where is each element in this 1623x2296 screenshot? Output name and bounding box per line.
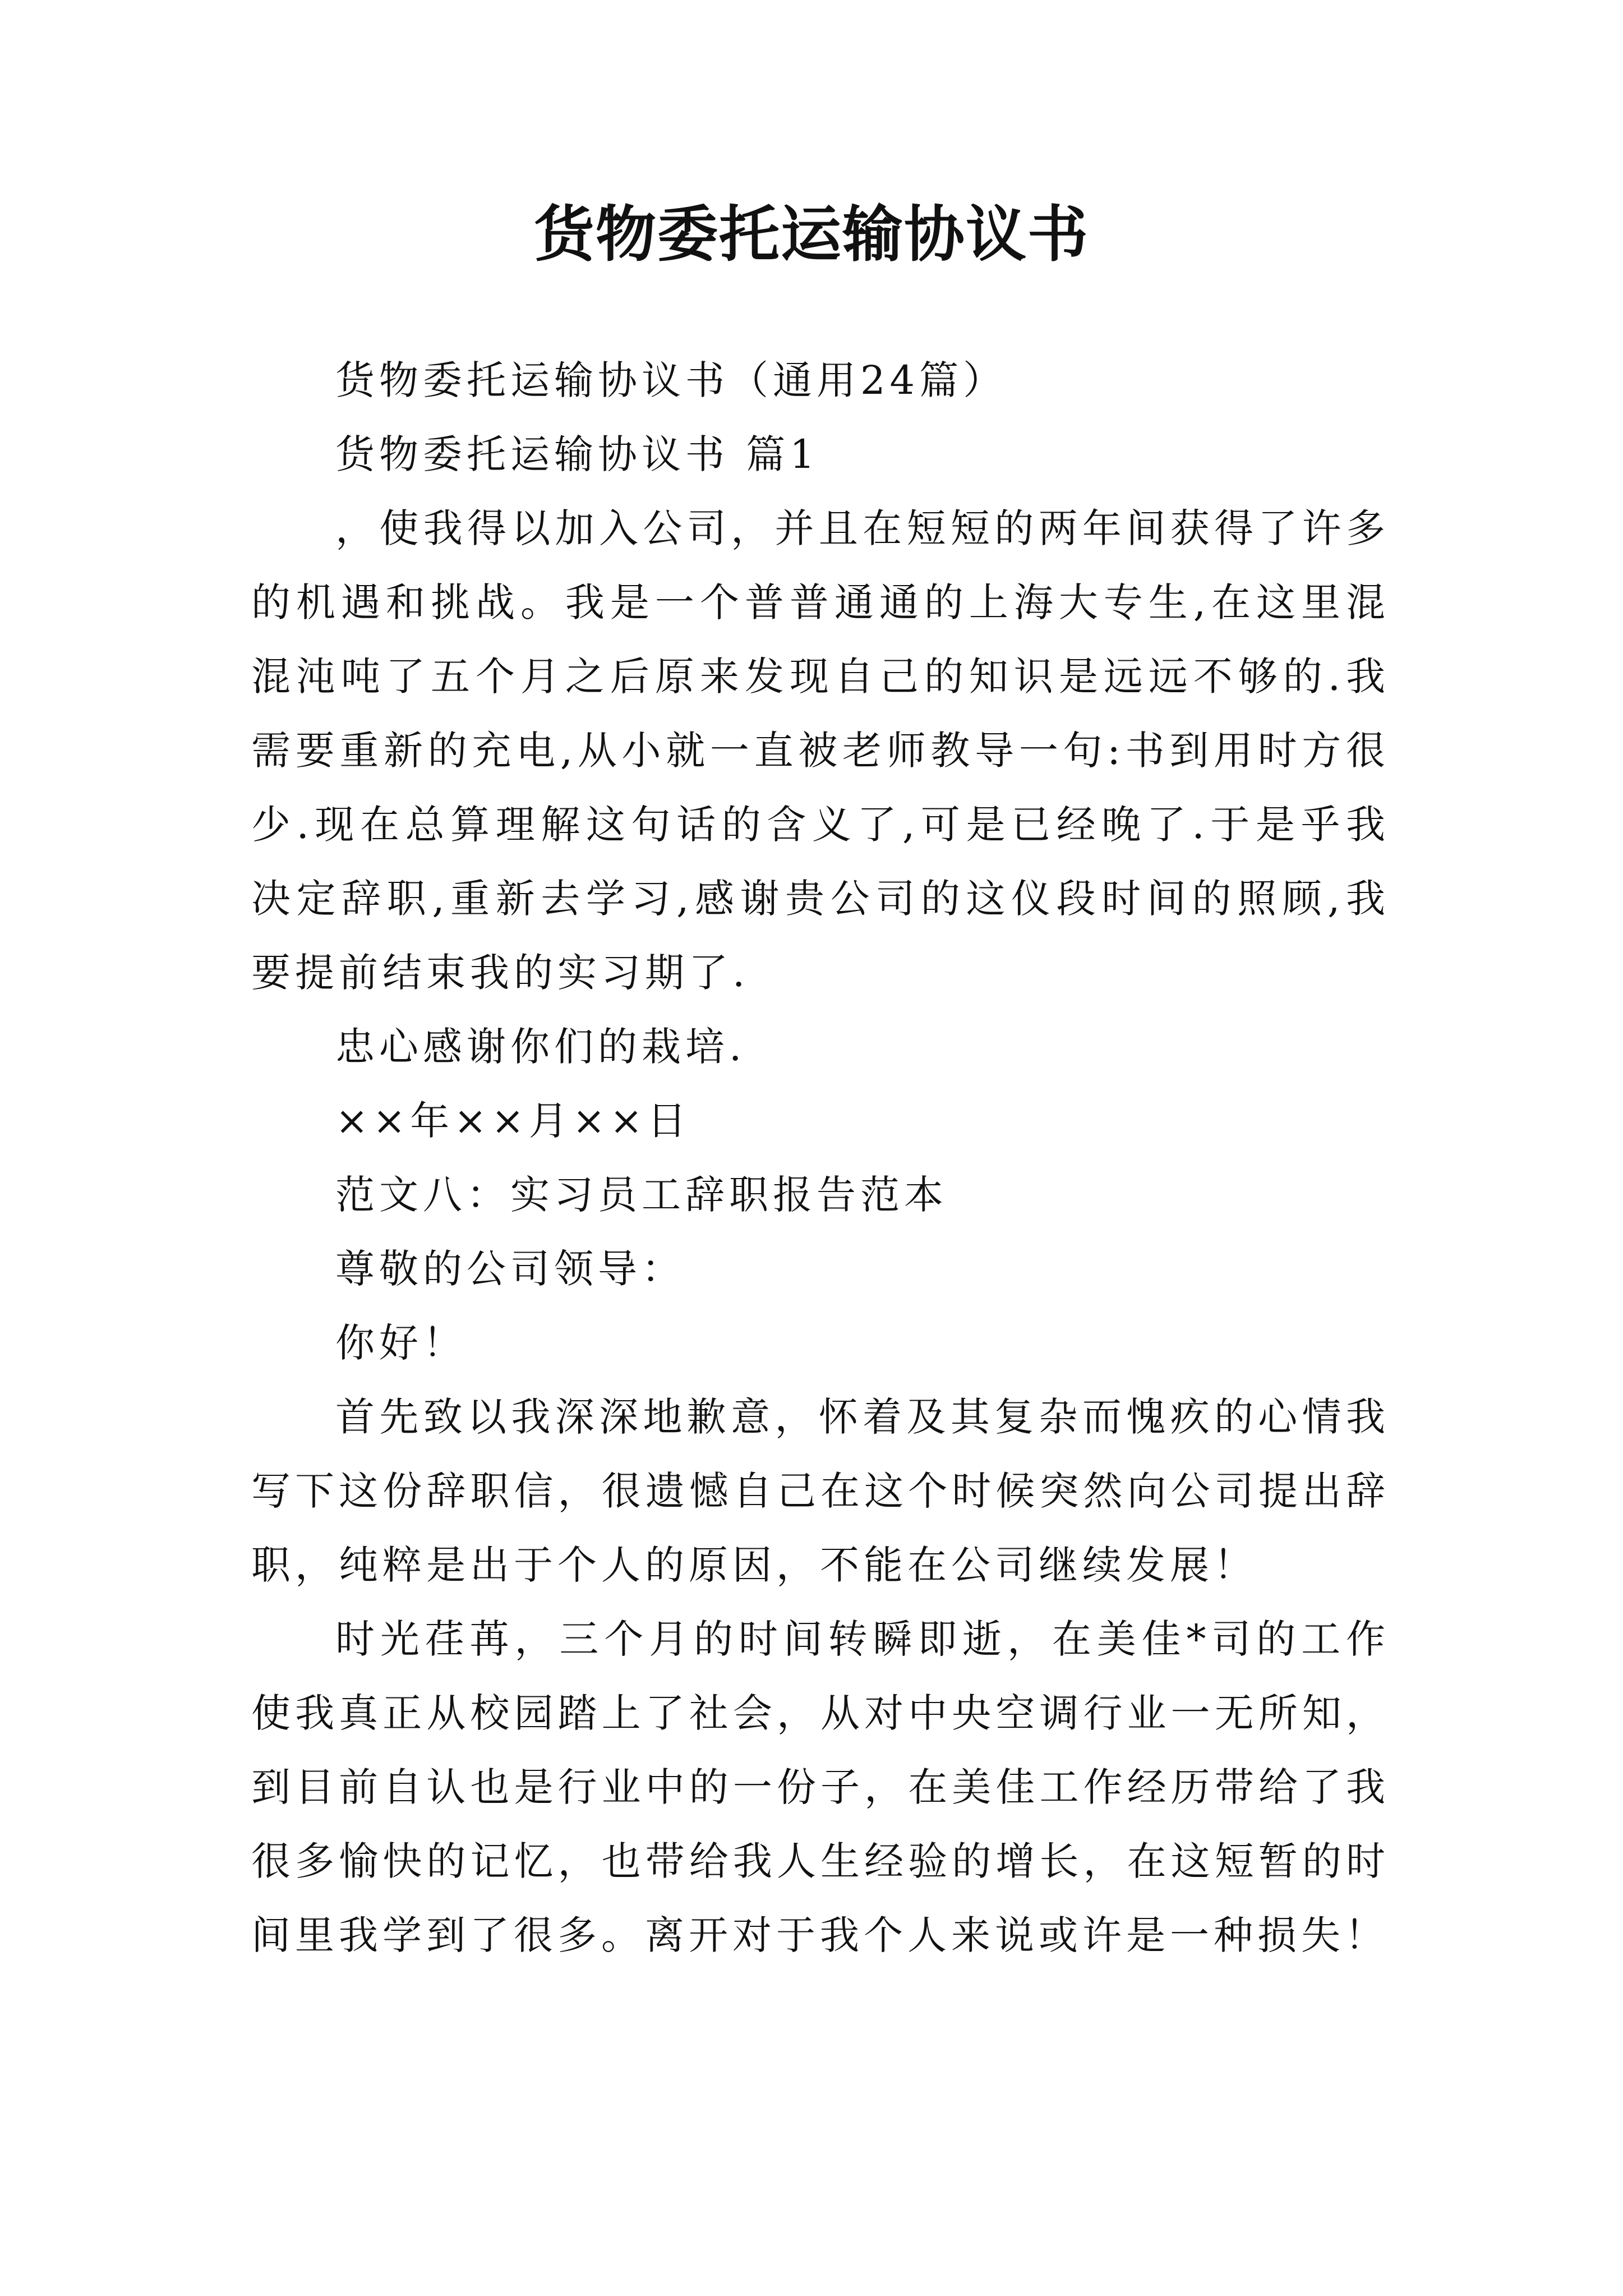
paragraph-subtitle: 货物委托运输协议书（通用24篇） <box>335 357 1007 403</box>
document-body <box>251 343 1390 1972</box>
paragraph-section-heading: 货物委托运输协议书 篇1 <box>335 431 819 477</box>
paragraph-body: 时光荏苒，三个月的时间转瞬即逝，在美佳*司的工作使我真正从校园踏上了社会，从对中央空调行业一无所知，到目前自认也是行业中的一份子，在美佳工作经历带给了我很多愉快的记忆，也带给我人生经验的增长，在这短暂的时间里我学到了很多。离开对于我个人来说或许是一种损失！ <box>251 1616 1390 1958</box>
document-title: 货物委托运输协议书 <box>533 199 1089 270</box>
paragraph-body: ，使我得以加入公司，并且在短短的两年间获得了许多的机遇和挑战。我是一个普普通通的上海大专生,在这里混混沌吨了五个月之后原来发现自己的知识是远远不够的.我需要重新的充电,从小就一直被老师教导一句:书到用时方很少.现在总算理解这句话的含义了,可是已经晚了.于是乎我决定辞职,重新去学习,感谢贵公司的这仪段时间的照顾,我要提前结束我的实习期了. <box>251 505 1390 996</box>
paragraph-body: 首先致以我深深地歉意，怀着及其复杂而愧疚的心情我写下这份辞职信，很遗憾自己在这个时候突然向公司提出辞职，纯粹是出于个人的原因，不能在公司继续发展！ <box>251 1394 1390 1588</box>
paragraph-thanks: 忠心感谢你们的栽培. <box>335 1024 746 1070</box>
paragraph-example-heading: 范文八：实习员工辞职报告范本 <box>335 1172 948 1218</box>
paragraph-date: ××年××月××日 <box>335 1098 691 1144</box>
paragraph-salutation: 尊敬的公司领导： <box>335 1246 685 1292</box>
paragraph-greeting: 你好！ <box>335 1320 467 1366</box>
